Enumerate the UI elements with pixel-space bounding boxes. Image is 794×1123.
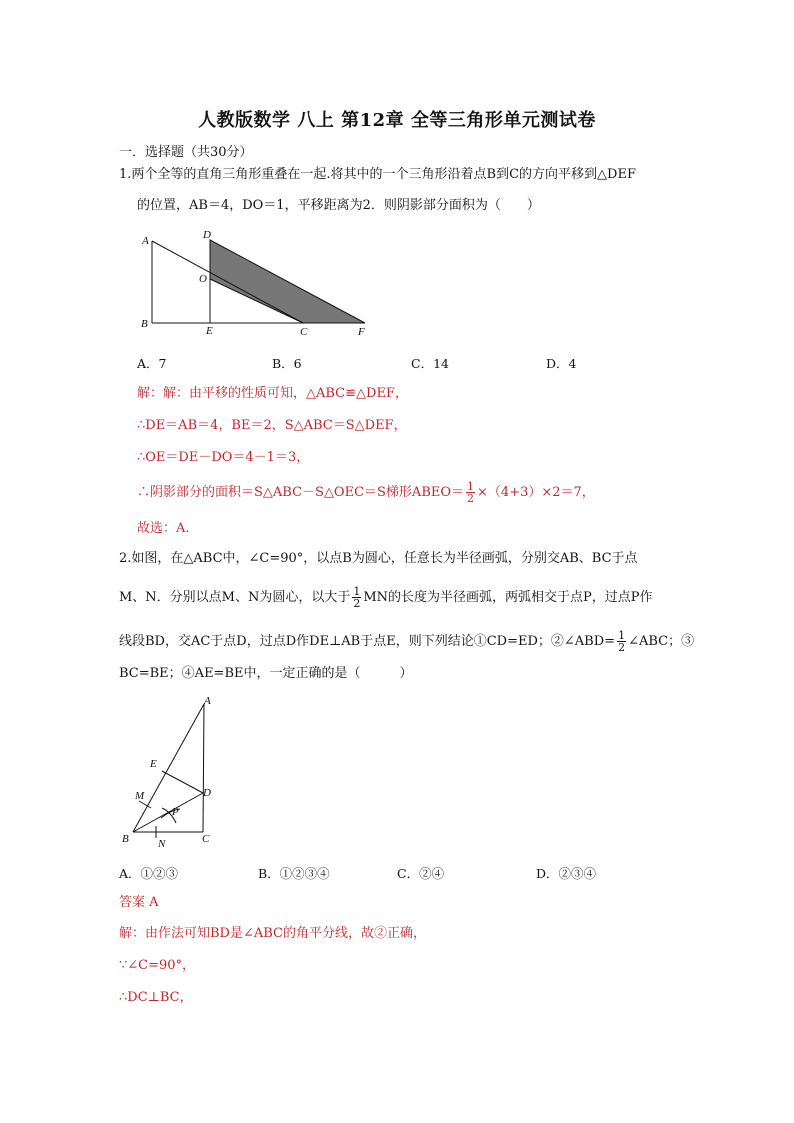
q1-option-c: C．14 (411, 356, 449, 371)
q1-label-c: C (300, 326, 308, 338)
q1-solution-line4-post: ×（4+3）×2＝7， (477, 485, 595, 500)
q2-label-a: A (204, 695, 211, 707)
q1-fraction (466, 481, 475, 504)
q2-fraction-2-num: 1 (618, 629, 626, 642)
q1-figure (138, 226, 373, 341)
q1-option-b: B．6 (272, 356, 302, 371)
q2-option-a: A．①②③ (119, 866, 179, 881)
q1-solution-line2: ∴DE＝AB＝4，BE＝2，S△ABC＝S△DEF， (137, 418, 407, 433)
q1-solution-line1: 解：解：由平移的性质可知，△ABC≌△DEF， (137, 386, 408, 401)
q1-label-o: O (199, 273, 207, 285)
q2-stem-line2 (119, 586, 653, 609)
q2-solution-line2: ∵∠C=90°， (119, 958, 196, 973)
q1-solution-line3: ∴OE＝DE－DO＝4－1＝3， (137, 450, 310, 465)
q1-stem-line1: 1.两个全等的直角三角形重叠在一起.将其中的一个三角形沿着点B到C的方向平移到△DEF (119, 167, 636, 182)
q2-label-e: E (150, 758, 157, 770)
q2-stem-line3 (119, 630, 694, 653)
q2-figure (115, 690, 220, 850)
q1-label-f: F (358, 326, 365, 338)
q2-option-d: D．②③④ (536, 866, 597, 881)
q2-label-b: B (122, 833, 129, 845)
q2-fraction-1-den: 2 (353, 597, 361, 610)
q1-label-a: A (142, 235, 149, 247)
q1-fraction-num: 1 (467, 480, 475, 493)
section-heading: 一．选择题（共30分） (119, 145, 253, 160)
q1-label-e: E (206, 325, 213, 337)
q1-option-a: A．7 (137, 356, 167, 371)
q2-label-c: C (202, 833, 210, 845)
q2-solution-line3: ∴DC⊥BC， (119, 990, 193, 1005)
q1-option-d: D．4 (546, 356, 577, 371)
q2-option-b: B．①②③④ (258, 866, 330, 881)
q2-label-d: D (203, 787, 211, 799)
q2-fraction-1 (352, 586, 361, 609)
q2-stem-line3-pre: 线段BD，交AC于点D，过点D作DE⊥AB于点E，则下列结论①CD=ED；②∠ABD= (119, 634, 616, 649)
q2-stem-line2-pre: M、N．分别以点M、N为圆心，以大于 (119, 590, 351, 605)
q2-stem-line1: 2.如图，在△ABC中，∠C=90°，以点B为圆心，任意长为半径画弧，分别交AB、BC于点 (119, 551, 638, 566)
q2-label-p: P (172, 806, 179, 818)
q1-shaded-region (210, 240, 365, 323)
q1-solution-line4 (137, 481, 595, 504)
q2-fraction-2-den: 2 (618, 641, 626, 654)
q2-answer-label: 答案 A (119, 895, 159, 910)
q2-option-c: C．②④ (397, 866, 445, 881)
q1-label-d: D (203, 229, 211, 241)
q2-fraction-1-num: 1 (353, 585, 361, 598)
q2-stem-line4: BC=BE；④AE=BE中，一定正确的是（ ） (119, 666, 413, 681)
q1-solution-line4-pre: ∴阴影部分的面积＝S△ABC－S△OEC＝S梯形ABEO＝ (137, 485, 465, 500)
q1-answer: 故选：A. (137, 521, 190, 536)
q1-label-b: B (141, 318, 148, 330)
q2-stem-line2-post: MN的长度为半径画弧，两弧相交于点P，过点P作 (363, 590, 653, 605)
q2-segment-ac (203, 704, 204, 832)
q2-fraction-2 (617, 630, 626, 653)
q2-segment-de (162, 771, 203, 793)
q2-label-n: N (158, 838, 166, 850)
q1-fraction-den: 2 (467, 492, 475, 505)
page-title: 人教版数学 八上 第12章 全等三角形单元测试卷 (198, 110, 596, 131)
q2-solution-line1: 解：由作法可知BD是∠ABC的角平分线，故②正确， (119, 926, 426, 941)
q1-stem-line2: 的位置，AB＝4，DO＝1，平移距离为2．则阴影部分面积为（ ） (137, 198, 540, 213)
q2-label-m: M (135, 790, 145, 802)
q2-stem-line3-post: ∠ABC；③ (628, 634, 695, 649)
